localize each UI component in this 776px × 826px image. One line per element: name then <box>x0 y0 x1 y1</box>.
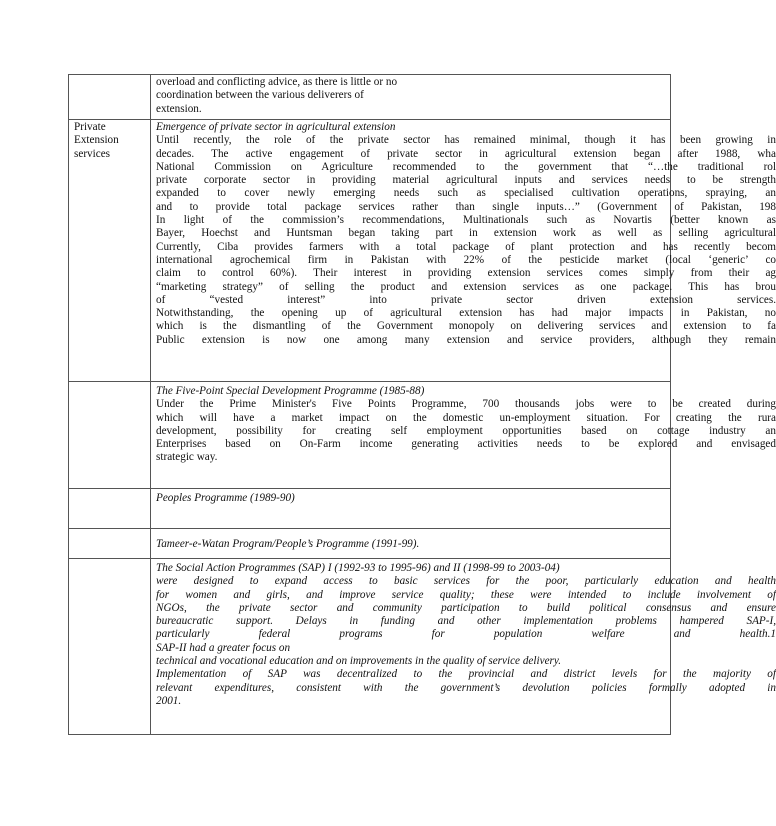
content-cell <box>151 489 671 529</box>
text-line: Enterprises based on On-Farm income generating activities needs to be explored and envisaged <box>156 438 776 451</box>
section-heading: Emergence of private sector in agricultural extension <box>156 121 396 133</box>
text-line: extension. <box>156 102 202 115</box>
text-line: 2001. <box>156 694 182 707</box>
text-line: coordination between the various deliverers of <box>156 89 364 102</box>
text-line: “marketing strategy” of selling the product and extension services as one package. This has brou <box>156 280 776 293</box>
table-row <box>69 529 671 559</box>
text-line: expanded to cover newly emerging needs such as specialised cultivation operations, spraying, an <box>156 187 776 200</box>
table-row <box>69 75 671 120</box>
table-row <box>69 120 671 382</box>
text-line: private corporate sector in providing material agricultural inputs and services needs to be strength <box>156 174 776 187</box>
text-line: decades. The active engagement of private sector in agricultural extension began after 1988, wha <box>156 147 776 160</box>
content-cell <box>151 529 671 559</box>
text-line: and to provide total package services rather than single inputs…” (Government of Pakistan, 198 <box>156 200 776 213</box>
text-line: development, possibility for creating self employment opportunities based on cottage industry an <box>156 424 776 437</box>
text-line: of “vested interest” into private sector driven extension services. <box>156 293 776 306</box>
table-row <box>69 382 671 489</box>
text-line: Bayer, Hoechst and Huntsman began taking part in extension work as well as selling agricultural <box>156 227 776 240</box>
text-line: strategic way. <box>156 451 218 464</box>
section-heading: The Social Action Programmes (SAP) I (1992-93 to 1995-96) and II (1998-99 to 2003-04) <box>156 562 560 574</box>
row-label-line: Private <box>74 121 106 133</box>
row-label-cell <box>69 382 151 489</box>
text-line: Under the Prime Minister's Five Points Programme, 700 thousands jobs were to be created during <box>156 398 776 411</box>
row-label-cell <box>69 489 151 529</box>
table-row <box>69 559 671 735</box>
text-line: National Commission on Agriculture recommended to the government that “…the traditional rol <box>156 160 776 173</box>
text-line: international agrochemical firm in Pakistan with 22% of the pesticide market (local ‘generic’ co <box>156 253 776 266</box>
extension-services-table <box>68 74 776 735</box>
section-heading: Tameer-e-Watan Program/People’s Programme (1991-99). <box>156 538 420 550</box>
text-line: bureaucratic support. Delays in funding and other implementation problems hampered SAP-I, <box>156 615 776 628</box>
text-line: NGOs, the private sector and community participation to build political consensus and ensure <box>156 601 776 614</box>
text-line: In light of the commission’s recommendations, Multinationals such as Novartis (better known as <box>156 214 776 227</box>
text-line: claim to control 60%). Their interest in providing extension services comes simply from their ag <box>156 267 776 280</box>
section-heading: Peoples Programme (1989-90) <box>156 492 295 504</box>
table-row <box>69 489 671 529</box>
text-line: Until recently, the role of the private sector has remained minimal, though it has been growing in <box>156 134 776 147</box>
content-cell <box>151 559 776 735</box>
row-label-cell <box>69 120 151 382</box>
row-label-cell <box>69 75 151 120</box>
row-label-cell <box>69 559 151 735</box>
text-line: Public extension is now one among many extension and service providers, although they remain <box>156 333 776 346</box>
text-line: overload and conflicting advice, as there is little or no <box>156 76 398 88</box>
row-label-line: Extension <box>74 134 119 147</box>
text-line: which is the dismantling of the Government monopoly on delivering services and extension to fa <box>156 320 776 333</box>
text-line: were designed to expand access to basic services for the poor, particularly education and health <box>156 575 776 588</box>
content-cell <box>151 75 671 120</box>
text-line: which will have a market impact on the domestic un-employment situation. For creating the rura <box>156 411 776 424</box>
text-line: Notwithstanding, the opening up of agricultural extension has had major impacts in Pakistan, no <box>156 307 776 320</box>
text-line: for women and girls, and improve service quality; these were intended to include involvement of <box>156 588 776 601</box>
text-line: technical and vocational education and on improvements in the quality of service delivery. <box>156 655 562 668</box>
text-line: relevant expenditures, consistent with the government’s devolution policies formally adopted in <box>156 681 776 694</box>
text-line: particularly federal programs for population welfare and health.1 <box>156 628 776 641</box>
text-line: Implementation of SAP was decentralized to the provincial and district levels for the majority of <box>156 668 776 681</box>
section-heading: The Five-Point Special Development Programme (1985-88) <box>156 385 425 397</box>
text-line: SAP-II had a greater focus on <box>156 641 291 654</box>
row-label-line: services <box>74 147 111 160</box>
row-label-cell <box>69 529 151 559</box>
content-cell <box>151 382 776 489</box>
content-cell <box>151 120 776 382</box>
text-line: Currently, Ciba provides farmers with a total package of plant protection and has recently becom <box>156 240 776 253</box>
